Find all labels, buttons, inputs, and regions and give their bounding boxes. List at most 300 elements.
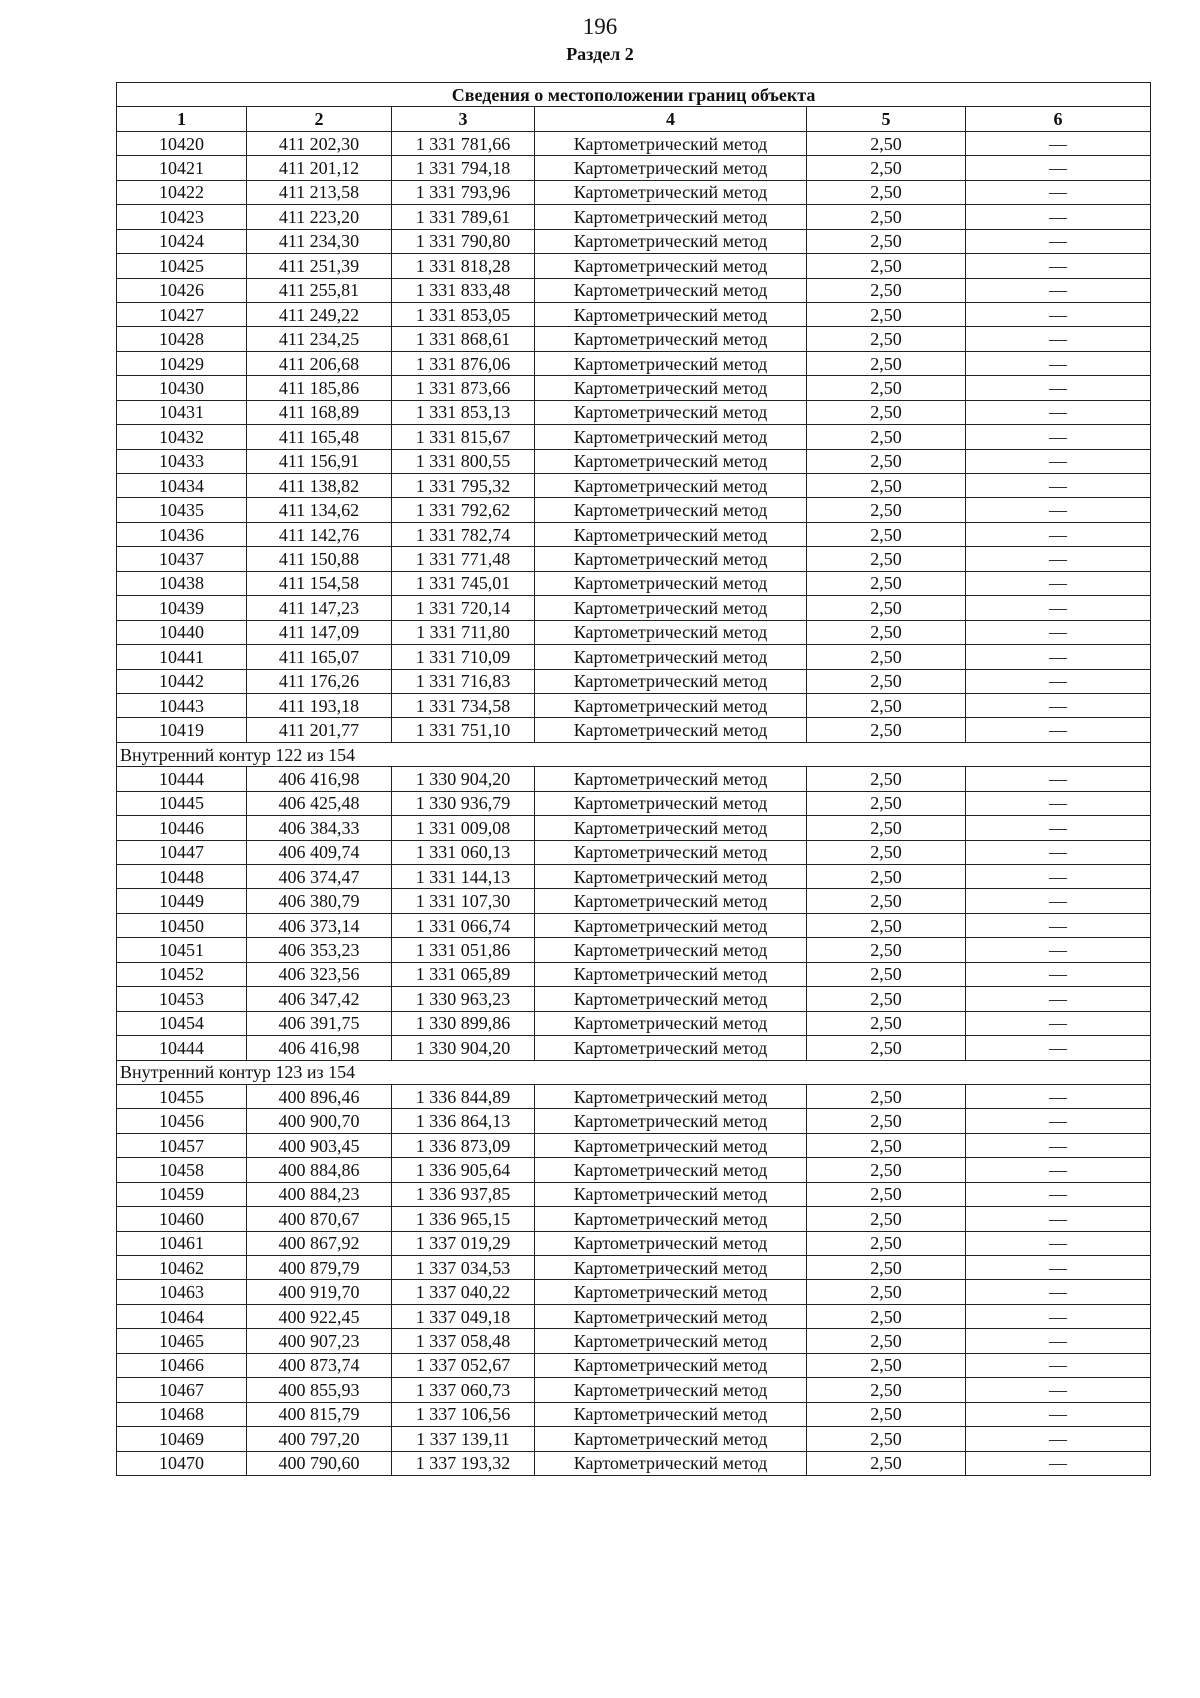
- note-cell: —: [966, 156, 1151, 180]
- x-coordinate-cell: 411 134,62: [247, 498, 392, 522]
- method-cell: Картометрический метод: [535, 1280, 807, 1304]
- note-cell: —: [966, 400, 1151, 424]
- method-cell: Картометрический метод: [535, 1207, 807, 1231]
- method-cell: Картометрический метод: [535, 1036, 807, 1060]
- table-row: [117, 351, 1151, 375]
- method-cell: Картометрический метод: [535, 1231, 807, 1255]
- y-coordinate-cell: 1 331 066,74: [392, 913, 535, 937]
- y-coordinate-cell: 1 331 771,48: [392, 547, 535, 571]
- point-number-cell: 10468: [117, 1402, 247, 1426]
- note-cell: —: [966, 131, 1151, 155]
- y-coordinate-cell: 1 331 876,06: [392, 351, 535, 375]
- table-row: [117, 1084, 1151, 1108]
- method-cell: Картометрический метод: [535, 474, 807, 498]
- method-cell: Картометрический метод: [535, 718, 807, 742]
- y-coordinate-cell: 1 330 963,23: [392, 987, 535, 1011]
- accuracy-cell: 2,50: [807, 1304, 966, 1328]
- table-row: [117, 205, 1151, 229]
- note-cell: —: [966, 791, 1151, 815]
- accuracy-cell: 2,50: [807, 1427, 966, 1451]
- note-cell: —: [966, 596, 1151, 620]
- accuracy-cell: 2,50: [807, 302, 966, 326]
- y-coordinate-cell: 1 331 818,28: [392, 254, 535, 278]
- table-row: [117, 449, 1151, 473]
- accuracy-cell: 2,50: [807, 669, 966, 693]
- method-cell: Картометрический метод: [535, 962, 807, 986]
- x-coordinate-cell: 400 879,79: [247, 1256, 392, 1280]
- method-cell: Картометрический метод: [535, 254, 807, 278]
- method-cell: Картометрический метод: [535, 156, 807, 180]
- accuracy-cell: 2,50: [807, 1378, 966, 1402]
- x-coordinate-cell: 411 234,25: [247, 327, 392, 351]
- note-cell: —: [966, 229, 1151, 253]
- accuracy-cell: 2,50: [807, 1158, 966, 1182]
- point-number-cell: 10450: [117, 913, 247, 937]
- point-number-cell: 10444: [117, 767, 247, 791]
- accuracy-cell: 2,50: [807, 865, 966, 889]
- accuracy-cell: 2,50: [807, 987, 966, 1011]
- y-coordinate-cell: 1 331 734,58: [392, 693, 535, 717]
- point-number-cell: 10447: [117, 840, 247, 864]
- method-cell: Картометрический метод: [535, 327, 807, 351]
- contour-label-row: [117, 742, 1151, 766]
- y-coordinate-cell: 1 331 107,30: [392, 889, 535, 913]
- table-row: [117, 791, 1151, 815]
- table-row: [117, 425, 1151, 449]
- x-coordinate-cell: 400 873,74: [247, 1353, 392, 1377]
- table-row: [117, 1182, 1151, 1206]
- point-number-cell: 10442: [117, 669, 247, 693]
- x-coordinate-cell: 411 193,18: [247, 693, 392, 717]
- method-cell: Картометрический метод: [535, 1353, 807, 1377]
- point-number-cell: 10438: [117, 571, 247, 595]
- y-coordinate-cell: 1 331 745,01: [392, 571, 535, 595]
- note-cell: —: [966, 987, 1151, 1011]
- y-coordinate-cell: 1 331 716,83: [392, 669, 535, 693]
- method-cell: Картометрический метод: [535, 571, 807, 595]
- method-cell: Картометрический метод: [535, 889, 807, 913]
- y-coordinate-cell: 1 331 789,61: [392, 205, 535, 229]
- accuracy-cell: 2,50: [807, 449, 966, 473]
- note-cell: —: [966, 351, 1151, 375]
- y-coordinate-cell: 1 331 868,61: [392, 327, 535, 351]
- column-header: 2: [247, 107, 392, 131]
- accuracy-cell: 2,50: [807, 229, 966, 253]
- note-cell: —: [966, 1304, 1151, 1328]
- x-coordinate-cell: 411 255,81: [247, 278, 392, 302]
- point-number-cell: 10420: [117, 131, 247, 155]
- accuracy-cell: 2,50: [807, 205, 966, 229]
- y-coordinate-cell: 1 331 009,08: [392, 816, 535, 840]
- method-cell: Картометрический метод: [535, 987, 807, 1011]
- note-cell: —: [966, 1378, 1151, 1402]
- y-coordinate-cell: 1 331 720,14: [392, 596, 535, 620]
- note-cell: —: [966, 1109, 1151, 1133]
- table-head: [117, 83, 1151, 132]
- note-cell: —: [966, 522, 1151, 546]
- y-coordinate-cell: 1 331 065,89: [392, 962, 535, 986]
- accuracy-cell: 2,50: [807, 1231, 966, 1255]
- accuracy-cell: 2,50: [807, 816, 966, 840]
- table-row: [117, 522, 1151, 546]
- table-body: [117, 131, 1151, 1475]
- note-cell: —: [966, 449, 1151, 473]
- method-cell: Картометрический метод: [535, 1011, 807, 1035]
- table-row: [117, 1402, 1151, 1426]
- table-row: [117, 816, 1151, 840]
- y-coordinate-cell: 1 331 793,96: [392, 180, 535, 204]
- accuracy-cell: 2,50: [807, 474, 966, 498]
- accuracy-cell: 2,50: [807, 376, 966, 400]
- y-coordinate-cell: 1 330 936,79: [392, 791, 535, 815]
- x-coordinate-cell: 400 855,93: [247, 1378, 392, 1402]
- point-number-cell: 10456: [117, 1109, 247, 1133]
- note-cell: —: [966, 938, 1151, 962]
- y-coordinate-cell: 1 331 815,67: [392, 425, 535, 449]
- x-coordinate-cell: 411 201,12: [247, 156, 392, 180]
- point-number-cell: 10462: [117, 1256, 247, 1280]
- table-row: [117, 254, 1151, 278]
- accuracy-cell: 2,50: [807, 596, 966, 620]
- table-row: [117, 571, 1151, 595]
- y-coordinate-cell: 1 337 193,32: [392, 1451, 535, 1475]
- x-coordinate-cell: 411 138,82: [247, 474, 392, 498]
- note-cell: —: [966, 865, 1151, 889]
- y-coordinate-cell: 1 336 873,09: [392, 1133, 535, 1157]
- point-number-cell: 10461: [117, 1231, 247, 1255]
- table-row: [117, 938, 1151, 962]
- y-coordinate-cell: 1 337 049,18: [392, 1304, 535, 1328]
- x-coordinate-cell: 400 919,70: [247, 1280, 392, 1304]
- method-cell: Картометрический метод: [535, 596, 807, 620]
- y-coordinate-cell: 1 336 864,13: [392, 1109, 535, 1133]
- method-cell: Картометрический метод: [535, 1329, 807, 1353]
- note-cell: —: [966, 840, 1151, 864]
- note-cell: —: [966, 645, 1151, 669]
- table-row: [117, 1353, 1151, 1377]
- accuracy-cell: 2,50: [807, 620, 966, 644]
- table-row: [117, 1231, 1151, 1255]
- point-number-cell: 10466: [117, 1353, 247, 1377]
- accuracy-cell: 2,50: [807, 498, 966, 522]
- accuracy-cell: 2,50: [807, 1451, 966, 1475]
- method-cell: Картометрический метод: [535, 645, 807, 669]
- contour-label: Внутренний контур 123 из 154: [117, 1060, 1151, 1084]
- x-coordinate-cell: 411 223,20: [247, 205, 392, 229]
- point-number-cell: 10428: [117, 327, 247, 351]
- y-coordinate-cell: 1 331 800,55: [392, 449, 535, 473]
- table-row: [117, 1304, 1151, 1328]
- y-coordinate-cell: 1 331 710,09: [392, 645, 535, 669]
- note-cell: —: [966, 376, 1151, 400]
- point-number-cell: 10460: [117, 1207, 247, 1231]
- note-cell: —: [966, 1427, 1151, 1451]
- y-coordinate-cell: 1 330 904,20: [392, 767, 535, 791]
- contour-label-row: [117, 1060, 1151, 1084]
- x-coordinate-cell: 406 373,14: [247, 913, 392, 937]
- accuracy-cell: 2,50: [807, 1109, 966, 1133]
- table-row: [117, 987, 1151, 1011]
- x-coordinate-cell: 400 797,20: [247, 1427, 392, 1451]
- accuracy-cell: 2,50: [807, 693, 966, 717]
- x-coordinate-cell: 400 896,46: [247, 1084, 392, 1108]
- method-cell: Картометрический метод: [535, 1158, 807, 1182]
- note-cell: —: [966, 425, 1151, 449]
- accuracy-cell: 2,50: [807, 254, 966, 278]
- table-row: [117, 156, 1151, 180]
- accuracy-cell: 2,50: [807, 1182, 966, 1206]
- accuracy-cell: 2,50: [807, 156, 966, 180]
- method-cell: Картометрический метод: [535, 840, 807, 864]
- note-cell: —: [966, 1353, 1151, 1377]
- y-coordinate-cell: 1 331 051,86: [392, 938, 535, 962]
- column-header: 1: [117, 107, 247, 131]
- accuracy-cell: 2,50: [807, 840, 966, 864]
- x-coordinate-cell: 400 884,86: [247, 1158, 392, 1182]
- y-coordinate-cell: 1 331 873,66: [392, 376, 535, 400]
- column-number-row: [117, 107, 1151, 131]
- boundary-coordinates-table: [116, 82, 1151, 1476]
- note-cell: —: [966, 962, 1151, 986]
- x-coordinate-cell: 411 147,09: [247, 620, 392, 644]
- method-cell: Картометрический метод: [535, 522, 807, 546]
- method-cell: Картометрический метод: [535, 278, 807, 302]
- table-row: [117, 278, 1151, 302]
- note-cell: —: [966, 205, 1151, 229]
- accuracy-cell: 2,50: [807, 1280, 966, 1304]
- table-title: Сведения о местоположении границ объекта: [117, 83, 1151, 107]
- note-cell: —: [966, 1280, 1151, 1304]
- y-coordinate-cell: 1 331 782,74: [392, 522, 535, 546]
- table-row: [117, 840, 1151, 864]
- method-cell: Картометрический метод: [535, 547, 807, 571]
- accuracy-cell: 2,50: [807, 522, 966, 546]
- y-coordinate-cell: 1 331 792,62: [392, 498, 535, 522]
- x-coordinate-cell: 411 202,30: [247, 131, 392, 155]
- table-row: [117, 498, 1151, 522]
- accuracy-cell: 2,50: [807, 767, 966, 791]
- method-cell: Картометрический метод: [535, 767, 807, 791]
- x-coordinate-cell: 406 347,42: [247, 987, 392, 1011]
- accuracy-cell: 2,50: [807, 962, 966, 986]
- table-row: [117, 1133, 1151, 1157]
- column-header: 5: [807, 107, 966, 131]
- point-number-cell: 10470: [117, 1451, 247, 1475]
- note-cell: —: [966, 669, 1151, 693]
- y-coordinate-cell: 1 331 751,10: [392, 718, 535, 742]
- point-number-cell: 10431: [117, 400, 247, 424]
- table-row: [117, 645, 1151, 669]
- x-coordinate-cell: 406 416,98: [247, 1036, 392, 1060]
- x-coordinate-cell: 411 185,86: [247, 376, 392, 400]
- accuracy-cell: 2,50: [807, 1329, 966, 1353]
- x-coordinate-cell: 411 150,88: [247, 547, 392, 571]
- point-number-cell: 10446: [117, 816, 247, 840]
- method-cell: Картометрический метод: [535, 400, 807, 424]
- contour-label: Внутренний контур 122 из 154: [117, 742, 1151, 766]
- table-row: [117, 229, 1151, 253]
- method-cell: Картометрический метод: [535, 1084, 807, 1108]
- note-cell: —: [966, 913, 1151, 937]
- x-coordinate-cell: 411 168,89: [247, 400, 392, 424]
- table-row: [117, 620, 1151, 644]
- point-number-cell: 10439: [117, 596, 247, 620]
- x-coordinate-cell: 406 380,79: [247, 889, 392, 913]
- method-cell: Картометрический метод: [535, 1256, 807, 1280]
- y-coordinate-cell: 1 337 106,56: [392, 1402, 535, 1426]
- y-coordinate-cell: 1 331 795,32: [392, 474, 535, 498]
- x-coordinate-cell: 411 234,30: [247, 229, 392, 253]
- method-cell: Картометрический метод: [535, 913, 807, 937]
- table-row: [117, 669, 1151, 693]
- point-number-cell: 10459: [117, 1182, 247, 1206]
- x-coordinate-cell: 400 907,23: [247, 1329, 392, 1353]
- method-cell: Картометрический метод: [535, 1427, 807, 1451]
- y-coordinate-cell: 1 337 139,11: [392, 1427, 535, 1451]
- point-number-cell: 10465: [117, 1329, 247, 1353]
- column-header: 4: [535, 107, 807, 131]
- column-header: 6: [966, 107, 1151, 131]
- table-row: [117, 1256, 1151, 1280]
- table-row: [117, 718, 1151, 742]
- accuracy-cell: 2,50: [807, 131, 966, 155]
- y-coordinate-cell: 1 337 052,67: [392, 1353, 535, 1377]
- note-cell: —: [966, 547, 1151, 571]
- y-coordinate-cell: 1 337 034,53: [392, 1256, 535, 1280]
- x-coordinate-cell: 406 384,33: [247, 816, 392, 840]
- note-cell: —: [966, 693, 1151, 717]
- note-cell: —: [966, 889, 1151, 913]
- note-cell: —: [966, 1451, 1151, 1475]
- accuracy-cell: 2,50: [807, 351, 966, 375]
- accuracy-cell: 2,50: [807, 1353, 966, 1377]
- note-cell: —: [966, 1256, 1151, 1280]
- table-row: [117, 547, 1151, 571]
- accuracy-cell: 2,50: [807, 1133, 966, 1157]
- point-number-cell: 10433: [117, 449, 247, 473]
- x-coordinate-cell: 400 870,67: [247, 1207, 392, 1231]
- x-coordinate-cell: 411 249,22: [247, 302, 392, 326]
- note-cell: —: [966, 1036, 1151, 1060]
- accuracy-cell: 2,50: [807, 645, 966, 669]
- y-coordinate-cell: 1 331 781,66: [392, 131, 535, 155]
- method-cell: Картометрический метод: [535, 302, 807, 326]
- x-coordinate-cell: 411 206,68: [247, 351, 392, 375]
- method-cell: Картометрический метод: [535, 205, 807, 229]
- y-coordinate-cell: 1 331 790,80: [392, 229, 535, 253]
- point-number-cell: 10452: [117, 962, 247, 986]
- method-cell: Картометрический метод: [535, 131, 807, 155]
- note-cell: —: [966, 1402, 1151, 1426]
- point-number-cell: 10422: [117, 180, 247, 204]
- y-coordinate-cell: 1 330 899,86: [392, 1011, 535, 1035]
- y-coordinate-cell: 1 337 058,48: [392, 1329, 535, 1353]
- x-coordinate-cell: 406 416,98: [247, 767, 392, 791]
- table-row: [117, 1036, 1151, 1060]
- x-coordinate-cell: 406 409,74: [247, 840, 392, 864]
- x-coordinate-cell: 400 815,79: [247, 1402, 392, 1426]
- method-cell: Картометрический метод: [535, 1304, 807, 1328]
- table-row: [117, 1280, 1151, 1304]
- table-row: [117, 302, 1151, 326]
- x-coordinate-cell: 411 154,58: [247, 571, 392, 595]
- accuracy-cell: 2,50: [807, 889, 966, 913]
- note-cell: —: [966, 474, 1151, 498]
- x-coordinate-cell: 400 884,23: [247, 1182, 392, 1206]
- method-cell: Картометрический метод: [535, 351, 807, 375]
- note-cell: —: [966, 180, 1151, 204]
- method-cell: Картометрический метод: [535, 1182, 807, 1206]
- table-row: [117, 596, 1151, 620]
- y-coordinate-cell: 1 331 794,18: [392, 156, 535, 180]
- table-row: [117, 693, 1151, 717]
- x-coordinate-cell: 406 353,23: [247, 938, 392, 962]
- point-number-cell: 10430: [117, 376, 247, 400]
- y-coordinate-cell: 1 336 937,85: [392, 1182, 535, 1206]
- table-row: [117, 474, 1151, 498]
- page-number: 196: [582, 14, 618, 39]
- accuracy-cell: 2,50: [807, 791, 966, 815]
- method-cell: Картометрический метод: [535, 620, 807, 644]
- section-title: Раздел 2: [566, 44, 634, 64]
- note-cell: —: [966, 498, 1151, 522]
- accuracy-cell: 2,50: [807, 547, 966, 571]
- x-coordinate-cell: 406 425,48: [247, 791, 392, 815]
- method-cell: Картометрический метод: [535, 693, 807, 717]
- method-cell: Картометрический метод: [535, 791, 807, 815]
- note-cell: —: [966, 1207, 1151, 1231]
- accuracy-cell: 2,50: [807, 1036, 966, 1060]
- table-row: [117, 889, 1151, 913]
- table-row: [117, 767, 1151, 791]
- method-cell: Картометрический метод: [535, 180, 807, 204]
- x-coordinate-cell: 400 867,92: [247, 1231, 392, 1255]
- x-coordinate-cell: 400 900,70: [247, 1109, 392, 1133]
- accuracy-cell: 2,50: [807, 327, 966, 351]
- table-row: [117, 131, 1151, 155]
- accuracy-cell: 2,50: [807, 180, 966, 204]
- x-coordinate-cell: 411 147,23: [247, 596, 392, 620]
- point-number-cell: 10467: [117, 1378, 247, 1402]
- x-coordinate-cell: 400 922,45: [247, 1304, 392, 1328]
- y-coordinate-cell: 1 331 144,13: [392, 865, 535, 889]
- point-number-cell: 10455: [117, 1084, 247, 1108]
- method-cell: Картометрический метод: [535, 938, 807, 962]
- point-number-cell: 10469: [117, 1427, 247, 1451]
- accuracy-cell: 2,50: [807, 1256, 966, 1280]
- point-number-cell: 10429: [117, 351, 247, 375]
- accuracy-cell: 2,50: [807, 1011, 966, 1035]
- note-cell: —: [966, 816, 1151, 840]
- method-cell: Картометрический метод: [535, 1402, 807, 1426]
- accuracy-cell: 2,50: [807, 425, 966, 449]
- table-row: [117, 962, 1151, 986]
- point-number-cell: 10434: [117, 474, 247, 498]
- point-number-cell: 10441: [117, 645, 247, 669]
- accuracy-cell: 2,50: [807, 278, 966, 302]
- point-number-cell: 10437: [117, 547, 247, 571]
- table-row: [117, 1427, 1151, 1451]
- method-cell: Картометрический метод: [535, 1109, 807, 1133]
- accuracy-cell: 2,50: [807, 400, 966, 424]
- point-number-cell: 10463: [117, 1280, 247, 1304]
- note-cell: —: [966, 620, 1151, 644]
- method-cell: Картометрический метод: [535, 449, 807, 473]
- point-number-cell: 10444: [117, 1036, 247, 1060]
- x-coordinate-cell: 411 251,39: [247, 254, 392, 278]
- table-row: [117, 1109, 1151, 1133]
- x-coordinate-cell: 411 176,26: [247, 669, 392, 693]
